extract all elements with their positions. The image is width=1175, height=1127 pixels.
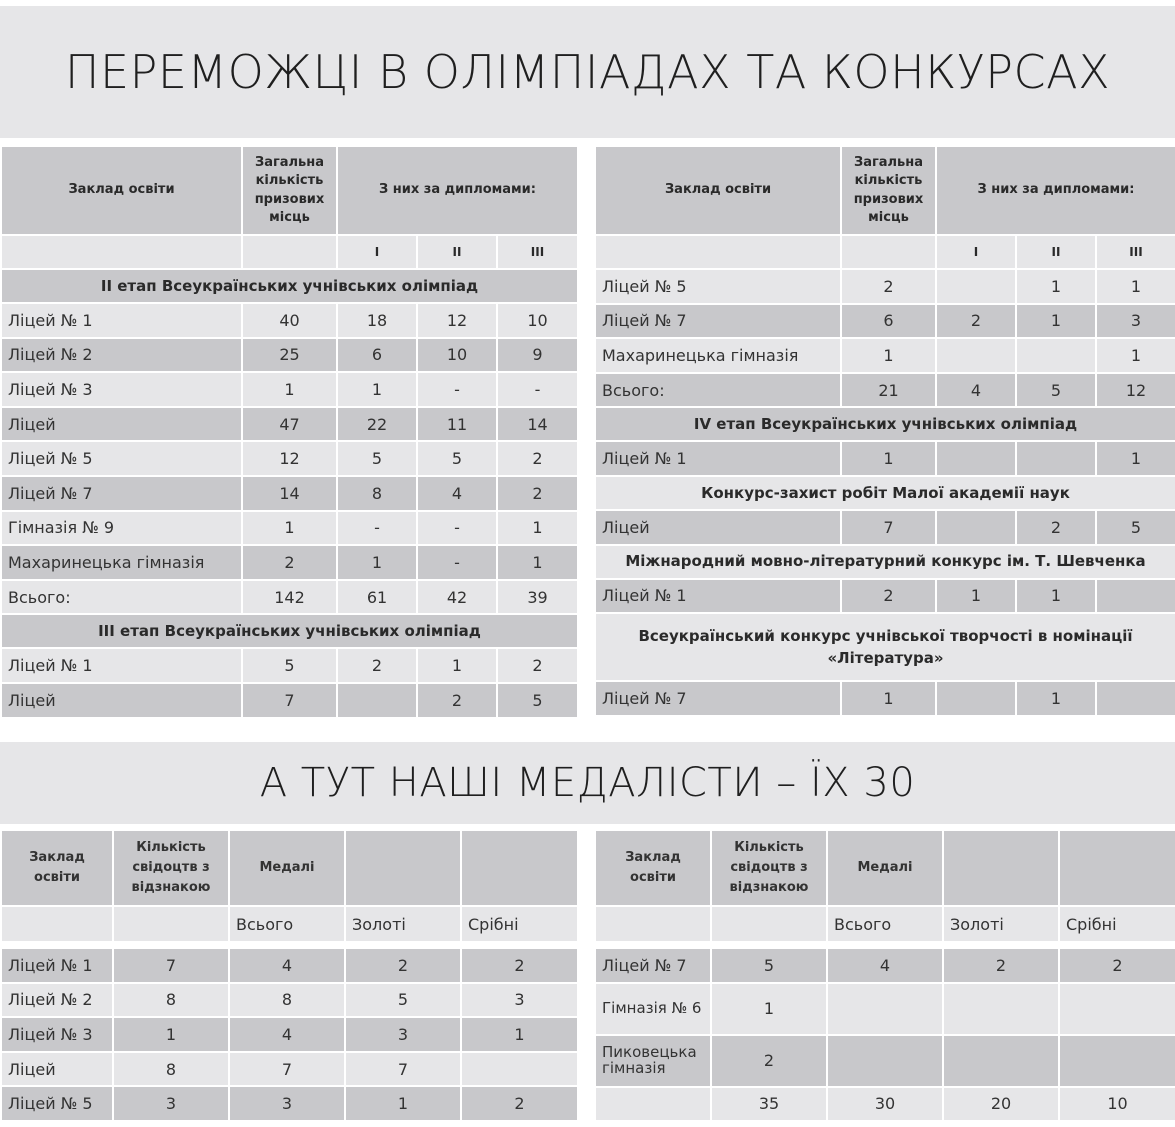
row-school-name: Ліцей № 3	[1, 1017, 113, 1052]
subheader-gold: Золоті	[943, 906, 1059, 942]
subheader-d3: III	[497, 235, 578, 269]
subheader-d1: I	[337, 235, 417, 269]
table-row	[1, 407, 578, 442]
row-school-name: Ліцей № 2	[1, 338, 242, 373]
table-row	[595, 1087, 1175, 1122]
row-school-name: Ліцей	[1, 1052, 113, 1087]
row-school-name: Всього:	[595, 373, 841, 408]
row-value: 2	[461, 1086, 578, 1121]
row-value: 2	[497, 648, 578, 683]
row-school-name: Ліцей	[1, 407, 242, 442]
header-school: Заклад освіти	[1, 146, 242, 235]
table-row	[1, 303, 578, 338]
header-empty	[461, 830, 578, 906]
table-row	[1, 338, 578, 373]
table-row	[595, 510, 1175, 545]
row-value: 7	[841, 510, 936, 545]
row-value: 35	[711, 1087, 827, 1122]
row-school-name: Ліцей № 7	[595, 304, 841, 339]
table-row	[595, 579, 1175, 614]
table-row	[595, 269, 1175, 304]
row-value	[936, 269, 1016, 304]
row-value: 10	[1059, 1087, 1175, 1122]
header-school: Заклад освіти	[1, 830, 113, 906]
row-value: 5	[345, 983, 461, 1018]
subheader-total: Всього	[229, 906, 345, 942]
row-value: 1	[1016, 269, 1096, 304]
row-school-name: Всього:	[1, 580, 242, 615]
row-school-name	[595, 1087, 711, 1122]
row-school-name: Ліцей № 3	[1, 372, 242, 407]
row-value: 40	[242, 303, 337, 338]
subheader-empty	[595, 906, 711, 942]
section-man: Конкурс-захист робіт Малої академії наук	[595, 476, 1175, 510]
header-empty	[1059, 830, 1175, 906]
row-value: 9	[497, 338, 578, 373]
row-value: 1	[461, 1017, 578, 1052]
header-empty	[345, 830, 461, 906]
table-row	[595, 441, 1175, 476]
row-value	[936, 338, 1016, 373]
row-value: 1	[711, 983, 827, 1035]
row-value: 14	[497, 407, 578, 442]
row-school-name: Ліцей № 1	[595, 579, 841, 614]
row-value: 42	[417, 580, 497, 615]
row-value	[936, 510, 1016, 545]
row-value	[1016, 441, 1096, 476]
section-stage2: II етап Всеукраїнських учнівських олімпіад	[1, 269, 578, 303]
olympiad-title: ПЕРЕМОЖЦІ В ОЛІМПІАДАХ ТА КОНКУРСАХ	[0, 6, 1175, 138]
row-value: 2	[417, 683, 497, 718]
row-value: -	[337, 511, 417, 546]
row-value: 1	[337, 545, 417, 580]
header-certs: Кількість свідоцтв з відзнакою	[711, 830, 827, 906]
row-value: 18	[337, 303, 417, 338]
row-value: 4	[827, 948, 943, 983]
table-row	[1, 580, 578, 615]
table-row	[1, 476, 578, 511]
header-certs: Кількість свідоцтв з відзнакою	[113, 830, 229, 906]
row-value	[827, 1035, 943, 1087]
table-row	[1, 948, 578, 983]
row-value: 1	[1016, 681, 1096, 716]
row-school-name: Ліцей № 5	[595, 269, 841, 304]
row-value: 5	[1096, 510, 1175, 545]
subheader-gold: Золоті	[345, 906, 461, 942]
row-value	[461, 1052, 578, 1087]
header-total: Загальна кількість призових місць	[841, 146, 936, 235]
row-value: 8	[337, 476, 417, 511]
row-value: 2	[841, 579, 936, 614]
row-value: 142	[242, 580, 337, 615]
row-value: 1	[841, 681, 936, 716]
row-value: 7	[229, 1052, 345, 1087]
row-value: 25	[242, 338, 337, 373]
row-value: -	[417, 511, 497, 546]
subheader-empty	[113, 906, 229, 942]
row-value: 11	[417, 407, 497, 442]
table-row	[1, 683, 578, 718]
row-value: 8	[113, 983, 229, 1018]
table-row	[1, 648, 578, 683]
row-value: 1	[1096, 338, 1175, 373]
section-stage3: III етап Всеукраїнських учнівських олімпіад	[1, 614, 578, 648]
row-value: 1	[113, 1017, 229, 1052]
row-school-name: Гімназія № 6	[595, 983, 711, 1035]
row-value: 21	[841, 373, 936, 408]
row-value: 1	[345, 1086, 461, 1121]
row-value: 3	[229, 1086, 345, 1121]
row-value: 1	[337, 372, 417, 407]
row-value: 14	[242, 476, 337, 511]
row-value: 12	[242, 441, 337, 476]
row-value: 3	[1096, 304, 1175, 339]
row-value: 2	[345, 948, 461, 983]
row-value: 2	[337, 648, 417, 683]
row-value: 1	[841, 441, 936, 476]
olympiad-table-right	[594, 145, 1175, 717]
row-value	[936, 441, 1016, 476]
row-value	[1096, 681, 1175, 716]
row-value: 1	[1016, 579, 1096, 614]
row-school-name: Ліцей № 7	[595, 948, 711, 983]
row-value	[943, 983, 1059, 1035]
header-school: Заклад освіти	[595, 830, 711, 906]
subheader-empty	[711, 906, 827, 942]
table-row	[1, 372, 578, 407]
row-value: 1	[497, 545, 578, 580]
row-value: 1	[1096, 269, 1175, 304]
row-value: 8	[229, 983, 345, 1018]
row-value: 1	[1016, 304, 1096, 339]
row-school-name: Ліцей № 7	[595, 681, 841, 716]
row-value: 4	[229, 948, 345, 983]
subheader-empty	[242, 235, 337, 269]
row-school-name: Махаринецька гімназія	[1, 545, 242, 580]
table-row	[595, 304, 1175, 339]
subheader-empty	[1, 906, 113, 942]
row-value: 30	[827, 1087, 943, 1122]
row-value: 5	[1016, 373, 1096, 408]
row-school-name: Ліцей № 5	[1, 1086, 113, 1121]
row-value: 2	[841, 269, 936, 304]
row-school-name: Ліцей № 1	[1, 948, 113, 983]
row-school-name: Ліцей	[595, 510, 841, 545]
medalists-title: А ТУТ НАШІ МЕДАЛІСТИ – ЇХ 30	[0, 742, 1175, 824]
row-school-name: Ліцей № 1	[1, 303, 242, 338]
row-value: 39	[497, 580, 578, 615]
row-value: 10	[497, 303, 578, 338]
olympiad-table-left	[0, 145, 579, 719]
row-value: -	[417, 545, 497, 580]
subheader-empty	[1, 235, 242, 269]
table-row	[595, 338, 1175, 373]
row-value: 3	[461, 983, 578, 1018]
row-value: 7	[113, 948, 229, 983]
subheader-d1: I	[936, 235, 1016, 269]
subheader-d2: II	[1016, 235, 1096, 269]
row-value: 2	[711, 1035, 827, 1087]
table-row	[1, 545, 578, 580]
row-value: 4	[417, 476, 497, 511]
row-value: 2	[497, 441, 578, 476]
row-value: 1	[242, 372, 337, 407]
header-medals: Медалі	[827, 830, 943, 906]
row-value: 5	[497, 683, 578, 718]
row-value: -	[417, 372, 497, 407]
subheader-total: Всього	[827, 906, 943, 942]
medal-table-right	[594, 829, 1175, 1122]
row-value: 7	[242, 683, 337, 718]
section-stage4: IV етап Всеукраїнських учнівських олімпіад	[595, 407, 1175, 441]
row-value: 1	[841, 338, 936, 373]
row-value: 61	[337, 580, 417, 615]
row-value: 2	[943, 948, 1059, 983]
table-row	[1, 1017, 578, 1052]
table-row	[1, 1086, 578, 1121]
row-value	[827, 983, 943, 1035]
header-diplomas: З них за дипломами:	[936, 146, 1175, 235]
row-value: 20	[943, 1087, 1059, 1122]
table-row	[595, 948, 1175, 983]
row-value: 8	[113, 1052, 229, 1087]
row-value: 2	[1016, 510, 1096, 545]
header-empty	[943, 830, 1059, 906]
row-value	[936, 681, 1016, 716]
row-value: 5	[711, 948, 827, 983]
row-value: 5	[417, 441, 497, 476]
table-row	[595, 681, 1175, 716]
row-value: 4	[229, 1017, 345, 1052]
row-value: 4	[936, 373, 1016, 408]
row-value: 1	[1096, 441, 1175, 476]
subheader-empty	[595, 235, 841, 269]
subheader-d3: III	[1096, 235, 1175, 269]
section-shevchenko: Міжнародний мовно-літературний конкурс ім. Т. Шевченка	[595, 545, 1175, 579]
header-school: Заклад освіти	[595, 146, 841, 235]
row-value	[337, 683, 417, 718]
table-row	[1, 1052, 578, 1087]
row-value: 1	[497, 511, 578, 546]
row-value: 6	[337, 338, 417, 373]
row-value: 3	[113, 1086, 229, 1121]
section-literature: Всеукраїнський конкурс учнівської творчості в номінації «Література»	[595, 613, 1175, 681]
table-row	[595, 1035, 1175, 1087]
row-value: 5	[242, 648, 337, 683]
subheader-d2: II	[417, 235, 497, 269]
row-value: 12	[1096, 373, 1175, 408]
header-diplomas: З них за дипломами:	[337, 146, 578, 235]
row-school-name: Ліцей № 7	[1, 476, 242, 511]
row-value: 1	[242, 511, 337, 546]
row-school-name: Пиковецька гімназія	[595, 1035, 711, 1087]
row-value: 47	[242, 407, 337, 442]
row-value	[1016, 338, 1096, 373]
table-row	[1, 441, 578, 476]
row-value: 5	[337, 441, 417, 476]
row-value: 3	[345, 1017, 461, 1052]
row-value: -	[497, 372, 578, 407]
subheader-silver: Срібні	[461, 906, 578, 942]
subheader-silver: Срібні	[1059, 906, 1175, 942]
row-school-name: Ліцей № 5	[1, 441, 242, 476]
row-value: 7	[345, 1052, 461, 1087]
row-value	[1059, 983, 1175, 1035]
header-medals: Медалі	[229, 830, 345, 906]
row-value: 22	[337, 407, 417, 442]
row-value	[1096, 579, 1175, 614]
row-value: 2	[497, 476, 578, 511]
row-value: 2	[1059, 948, 1175, 983]
row-value: 12	[417, 303, 497, 338]
row-value: 2	[461, 948, 578, 983]
row-value: 6	[841, 304, 936, 339]
header-total: Загальна кількість призових місць	[242, 146, 337, 235]
row-value: 1	[417, 648, 497, 683]
row-school-name: Ліцей № 2	[1, 983, 113, 1018]
medal-table-left	[0, 829, 579, 1122]
table-row	[1, 983, 578, 1018]
row-school-name: Махаринецька гімназія	[595, 338, 841, 373]
subheader-empty	[841, 235, 936, 269]
row-value	[943, 1035, 1059, 1087]
table-row	[595, 373, 1175, 408]
row-value	[1059, 1035, 1175, 1087]
row-school-name: Ліцей	[1, 683, 242, 718]
row-school-name: Ліцей № 1	[1, 648, 242, 683]
row-value: 2	[242, 545, 337, 580]
row-school-name: Ліцей № 1	[595, 441, 841, 476]
row-value: 2	[936, 304, 1016, 339]
row-school-name: Гімназія № 9	[1, 511, 242, 546]
table-row	[1, 511, 578, 546]
row-value: 10	[417, 338, 497, 373]
row-value: 1	[936, 579, 1016, 614]
table-row	[595, 983, 1175, 1035]
